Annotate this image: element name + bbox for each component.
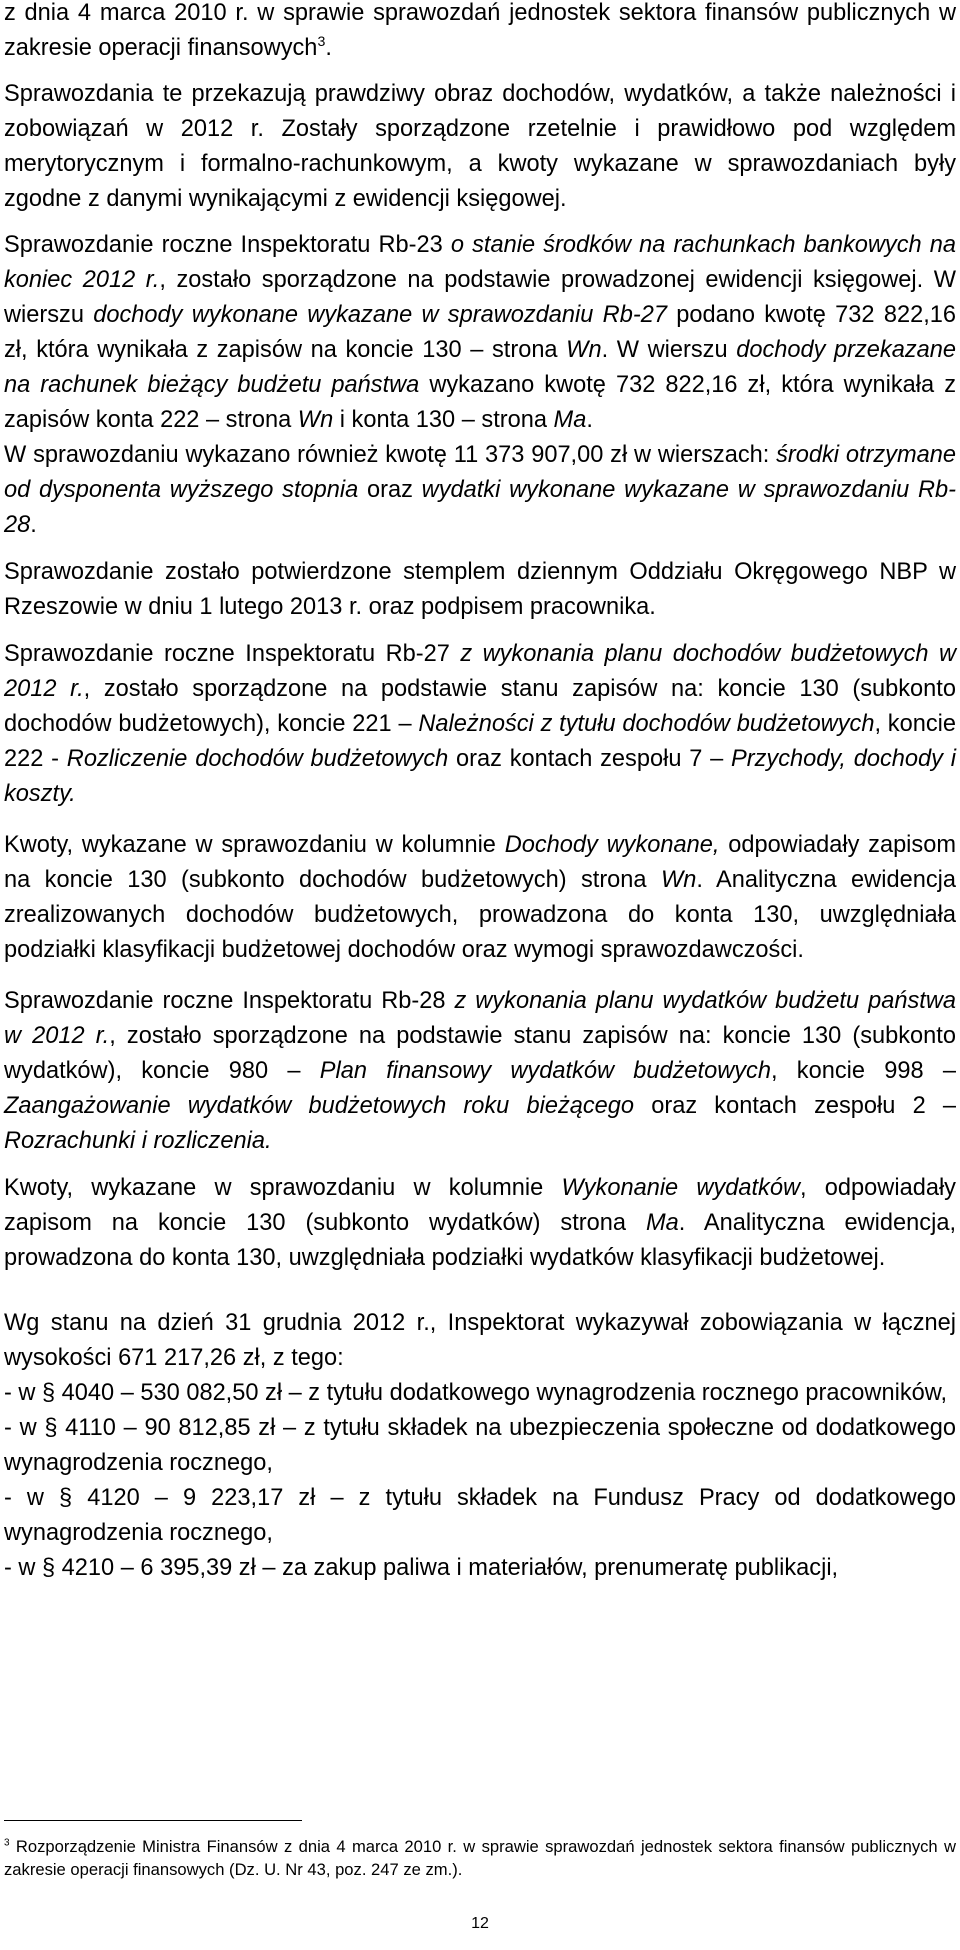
- page-number: 12: [471, 1915, 489, 1932]
- text-run: .: [30, 512, 37, 538]
- text-run: - w § 4120 – 9 223,17 zł – z tytułu składek na Fundusz Pracy od dodatkowego wynagrodzenia rocznego,: [4, 1485, 956, 1546]
- list-item-liability-4110: [4, 1411, 956, 1481]
- italic-run: z wykonania planu wydatków budżetu państwa w 2012 r.: [4, 988, 956, 1049]
- text-run: - w § 4040 – 530 082,50 zł – z tytułu dodatkowego wynagrodzenia rocznego pracowników,: [4, 1380, 948, 1406]
- text-run: . Analityczna ewidencja zrealizowanych dochodów budżetowych, prowadzona do konta 130, uwzględniała podziałki klasyfikacji budżetowej dochodów oraz wymogi sprawozdawczości.: [4, 867, 956, 963]
- italic-run: Wn: [297, 407, 334, 433]
- text-run: oraz kontach zespołu 7 –: [448, 746, 732, 772]
- paragraph-nbp-stamp: [4, 555, 956, 625]
- text-run: Sprawozdanie roczne Inspektoratu Rb-23: [4, 232, 451, 258]
- footnote: [4, 1835, 956, 1881]
- paragraph-regulation-reference: [4, 0, 956, 66]
- paragraph-rb27-amounts: [4, 828, 956, 968]
- paragraph-reports-summary: [4, 77, 956, 217]
- text-run: , odpowiadały zapisom na koncie 130 (subkonto wydatków) strona: [4, 1175, 956, 1236]
- paragraph-rb28-report: [4, 984, 956, 1159]
- italic-run: Ma: [645, 1210, 679, 1236]
- text-run: .: [586, 407, 593, 433]
- text-run: wykazano kwotę 732 822,16 zł, która wynikała z zapisów konta 222 – strona: [4, 372, 956, 433]
- text-run: . W wierszu: [601, 337, 737, 363]
- text-run: - w § 4210 – 6 395,39 zł – za zakup paliwa i materiałów, prenumeratę publikacji,: [4, 1555, 839, 1581]
- italic-run: dochody przekazane na rachunek bieżący budżetu państwa: [4, 337, 956, 398]
- italic-run: Zaangażowanie wydatków budżetowych roku bieżącego: [4, 1093, 635, 1119]
- paragraph-rb23-report: [4, 228, 956, 438]
- body-text: [4, 0, 956, 1586]
- footnote-separator: [4, 1820, 302, 1821]
- italic-run: dochody wykonane wykazane w sprawozdaniu Rb-27: [93, 302, 667, 328]
- text-run: oraz kontach zespołu 2 –: [634, 1093, 957, 1119]
- paragraph-rb28-amounts: [4, 1171, 956, 1276]
- italic-run: Dochody wykonane,: [504, 832, 720, 858]
- text-run: i konta 130 – strona: [333, 407, 554, 433]
- italic-run: Plan finansowy wydatków budżetowych: [319, 1058, 771, 1084]
- text-run: , zostało sporządzone na podstawie prowadzonej ewidencji księgowej. W wierszu: [4, 267, 956, 328]
- text-run: .: [325, 35, 332, 61]
- text-run: - w § 4110 – 90 812,85 zł – z tytułu składek na ubezpieczenia społeczne od dodatkowego wynagrodzenia rocznego,: [4, 1415, 956, 1476]
- list-item-liability-4210: [4, 1551, 956, 1586]
- italic-run: Rozrachunki i rozliczenia.: [4, 1128, 272, 1154]
- text-run: podano kwotę 732 822,16 zł, która wynikała z zapisów na koncie 130 – strona: [4, 302, 956, 363]
- italic-run: o stanie środków na rachunkach bankowych na koniec 2012 r.: [4, 232, 956, 293]
- text-run: Sprawozdanie roczne Inspektoratu Rb-27: [4, 641, 461, 667]
- paragraph-liabilities-intro: [4, 1306, 956, 1376]
- italic-run: środki otrzymane od dysponenta wyższego stopnia: [4, 442, 956, 503]
- text-run: W sprawozdaniu wykazano również kwotę 11 373 907,00 zł w wierszach:: [4, 442, 777, 468]
- italic-run: Wn: [566, 337, 602, 363]
- text-run: Sprawozdanie zostało potwierdzone stemplem dziennym Oddziału Okręgowego NBP w Rzeszowie w dniu 1 lutego 2013 r. oraz podpisem pracownika.: [4, 559, 956, 620]
- footnote-reference: 3: [317, 34, 326, 51]
- text-run: Kwoty, wykazane w sprawozdaniu w kolumnie: [4, 832, 505, 858]
- paragraph-rb27-report: [4, 637, 956, 812]
- text-run: , koncie 998 –: [770, 1058, 956, 1084]
- text-run: oraz: [358, 477, 422, 503]
- text-run: , koncie 222 -: [4, 711, 957, 772]
- footnote-text: Rozporządzenie Ministra Finansów z dnia 4 marca 2010 r. w sprawie sprawozdań jednostek sektora finansów publicznych w zakresie operacji finansowych (Dz. U. Nr 43, poz. 247 ze zm.).: [4, 1837, 956, 1879]
- text-run: Wg stanu na dzień 31 grudnia 2012 r., Inspektorat wykazywał zobowiązania w łącznej wysokości 671 217,26 zł, z tego:: [4, 1310, 956, 1371]
- italic-run: Wn: [660, 867, 697, 893]
- text-run: Kwoty, wykazane w sprawozdaniu w kolumnie: [4, 1175, 562, 1201]
- list-item-liability-4120: [4, 1481, 956, 1551]
- text-run: z dnia 4 marca 2010 r. w sprawie sprawozdań jednostek sektora finansów publicznych w zakresie operacji finansowych: [4, 0, 956, 61]
- italic-run: Należności z tytułu dochodów budżetowych: [418, 711, 875, 737]
- footnote-number: 3: [4, 1837, 10, 1849]
- paragraph-rb23-amount: [4, 438, 956, 543]
- italic-run: Wykonanie wydatków: [561, 1175, 801, 1201]
- text-run: . Analityczna ewidencja, prowadzona do konta 130, uwzględniała podziałki wydatków klasyfikacji budżetowej.: [4, 1210, 957, 1271]
- text-run: , zostało sporządzone na podstawie stanu zapisów na: koncie 130 (subkonto dochodów budżetowych), koncie 221 –: [4, 676, 956, 737]
- italic-run: Przychody, dochody i koszty.: [4, 746, 956, 807]
- text-run: Sprawozdania te przekazują prawdziwy obraz dochodów, wydatków, a także należności i zobowiązań w 2012 r. Zostały sporządzone rzetelnie i prawidłowo pod względem merytorycznym i formalno-rachunkowym, a kwoty wykazane w sprawozdaniach były zgodne z danymi wynikającymi z ewidencji księgowej.: [4, 81, 956, 212]
- italic-run: wydatki wykonane wykazane w sprawozdaniu Rb-28: [4, 477, 956, 538]
- italic-run: z wykonania planu dochodów budżetowych w 2012 r.: [4, 641, 956, 702]
- text-run: Sprawozdanie roczne Inspektoratu Rb-28: [4, 988, 455, 1014]
- text-run: , zostało sporządzone na podstawie stanu zapisów na: koncie 130 (subkonto wydatków), koncie 980 –: [4, 1023, 956, 1084]
- italic-run: Rozliczenie dochodów budżetowych: [66, 746, 449, 772]
- list-item-liability-4040: [4, 1376, 956, 1411]
- text-run: odpowiadały zapisom na koncie 130 (subkonto dochodów budżetowych) strona: [4, 832, 956, 893]
- italic-run: Ma: [553, 407, 587, 433]
